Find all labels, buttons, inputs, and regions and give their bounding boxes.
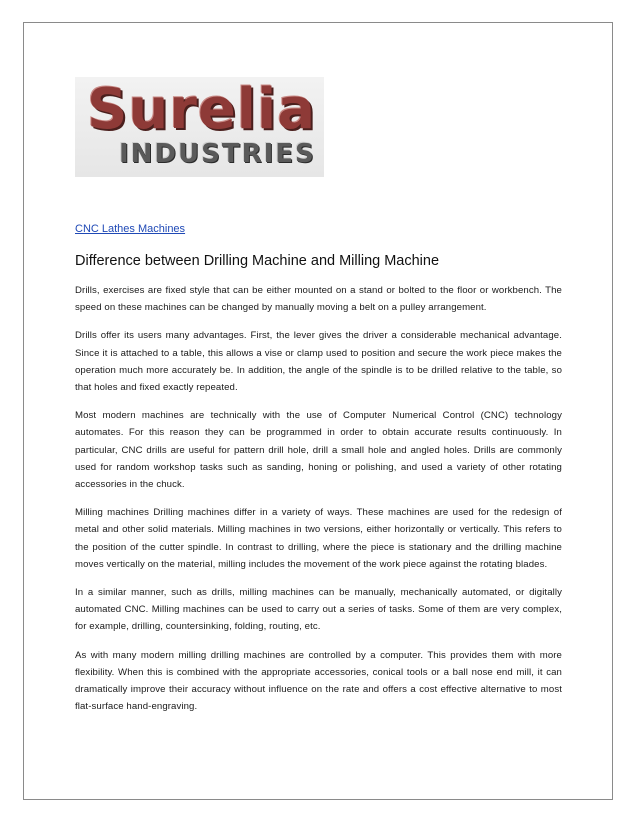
paragraph-6: As with many modern milling drilling machines are controlled by a computer. This provides them with more flexibility. When this is combined with the appropriate accessories, conical tools or a ball nose end mill, it can dramatically improve their accuracy without influence on the rate and offers a cost effective alternative to most flat-surface hand-engraving. [75,649,562,713]
paragraph-2: Drills offer its users many advantages. First, the lever gives the driver a considerable mechanical advantage. Since it is attached to a table, this allows a vise or clamp used to position and secure the work piece makes the operation much more accurately be. In addition, the angle of the spindle is to be drilled relative to the table, so that holes and fixed exactly repeated. [75,330,562,394]
document-body [75,223,562,726]
company-logo [75,77,324,177]
paragraph-1: Drills, exercises are fixed style that can be either mounted on a stand or bolted to the floor or workbench. The speed on these machines can be changed by manually moving a belt on a pulley arrangement. [75,285,562,314]
paragraph-3: Most modern machines are technically with the use of Computer Numerical Control (CNC) technology automates. For this reason they can be programmed in order to obtain accurate results continuously. In particular, CNC drills are useful for pattern drill hole, drill a small hole and angled holes. Drills are commonly used for random workshop tasks such as sanding, honing or polishing, and used a variety of other rotating accessories in the chuck. [75,410,562,491]
logo-subtitle: INDUSTRIES [119,139,316,169]
page-title: Difference between Drilling Machine and Milling Machine [75,253,440,269]
paragraph-5: In a similar manner, such as drills, milling machines can be manually, mechanically automated, or digitally automated CNC. Milling machines can be used to carry out a series of tasks. Some of them are very complex, for example, drilling, countersinking, folding, routing, etc. [75,587,562,633]
cnc-lathes-link[interactable]: CNC Lathes Machines [75,223,186,235]
paragraph-4: Milling machines Drilling machines differ in a variety of ways. These machines are used for the redesign of metal and other solid materials. Milling machines in two versions, either horizontally or vertically. This refers to the position of the cutter spindle. In contrast to drilling, where the piece is stationary and the drilling machine moves vertically on the material, milling includes the movement of the work piece against the rotating blades. [75,507,562,570]
logo-wordmark: Surelia [87,77,316,142]
